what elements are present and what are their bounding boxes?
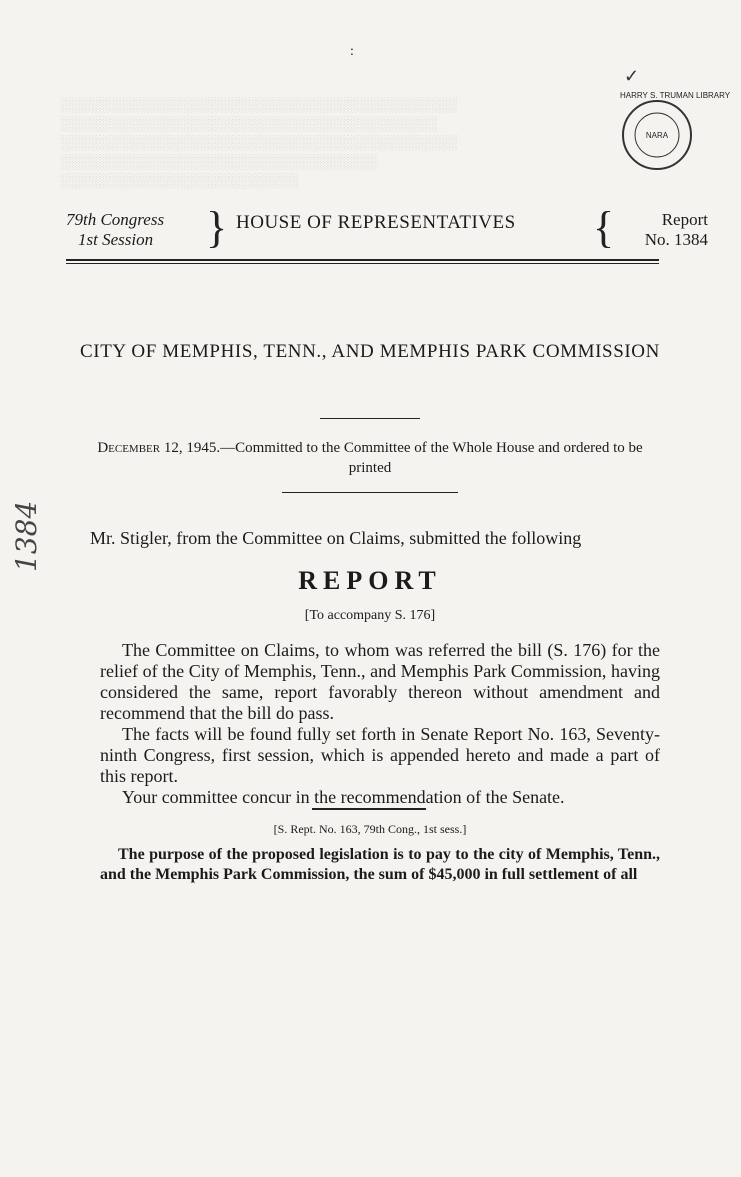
date: December 12, 1945. bbox=[97, 440, 221, 456]
accompany-note: [To accompany S. 176] bbox=[304, 608, 436, 623]
dateline bbox=[80, 438, 660, 478]
svg-text:1384: 1384 bbox=[10, 500, 43, 572]
page-mark: : bbox=[350, 44, 354, 59]
library-stamp-icon bbox=[620, 91, 731, 172]
congress-block bbox=[66, 210, 206, 250]
brace-icon: } bbox=[206, 203, 228, 252]
report-number-block bbox=[618, 210, 708, 250]
divider bbox=[282, 492, 458, 493]
stamp-center-text: NARA bbox=[645, 131, 669, 140]
divider bbox=[312, 808, 426, 810]
dateline-text: —Committed to the Committee of the Whole House and ordered to be printed bbox=[220, 440, 643, 476]
bleed-through-texture: ░░░░░░░░░░░░░░░░░░░░░░░░░░░░░░░░░░░░░░░░ ░░░░░░░░░░░░░░░░░░░░░░░░░░░░░░░░░░░░░░ ░░░░░░░░░░░░░░░░░░░░░░░░░░░░░░░░░░░░░░░░ ░░░░░░░░░░░░░░░░░░░░░░░░░░░░░░░░ ░░░░░░░░░░░░░░░░░░░░░░░░ bbox=[60, 98, 457, 189]
chamber-label: HOUSE OF REPRESENTATIVES bbox=[236, 212, 516, 233]
session-label: 1st Session bbox=[78, 230, 154, 249]
report-number: No. 1384 bbox=[644, 230, 708, 249]
report-label: Report bbox=[661, 210, 708, 229]
paragraph: Your committee concur in the recommendation of the Senate. bbox=[122, 787, 565, 807]
check-mark-icon: ✓ bbox=[624, 66, 640, 86]
header-rule bbox=[66, 259, 659, 261]
paragraph: The Committee on Claims, to whom was referred the bill (S. 176) for the relief of the City of Memphis, Tenn., and Memphis Park Commission, having considered the same, report favorably thereon without amendment and recommend that the bill do pass. bbox=[100, 640, 660, 723]
stamp-ring-text: HARRY S. TRUMAN LIBRARY bbox=[620, 91, 731, 100]
report-header bbox=[66, 203, 708, 254]
report-heading: REPORT bbox=[298, 566, 442, 595]
paragraph: The facts will be found fully set forth in Senate Report No. 163, Seventy-ninth Congress, first session, which is appended hereto and made a part of this report. bbox=[100, 724, 660, 786]
handwritten-margin-note bbox=[8, 480, 48, 580]
purpose-paragraph: The purpose of the proposed legislation is to pay to the city of Memphis, Tenn., and the Memphis Park Commission, the sum of $45,000 in full settlement of all bbox=[100, 846, 660, 883]
report-body bbox=[100, 640, 660, 808]
congress-label: 79th Congress bbox=[66, 210, 165, 229]
divider bbox=[320, 418, 420, 419]
document-title: CITY OF MEMPHIS, TENN., AND MEMPHIS PARK COMMISSION bbox=[80, 341, 660, 362]
header-rule bbox=[66, 263, 659, 264]
brace-icon: { bbox=[593, 203, 615, 252]
senate-report-reference: [S. Rept. No. 163, 79th Cong., 1st sess.] bbox=[273, 822, 467, 836]
submitted-line: Mr. Stigler, from the Committee on Claims, submitted the following bbox=[90, 528, 582, 548]
